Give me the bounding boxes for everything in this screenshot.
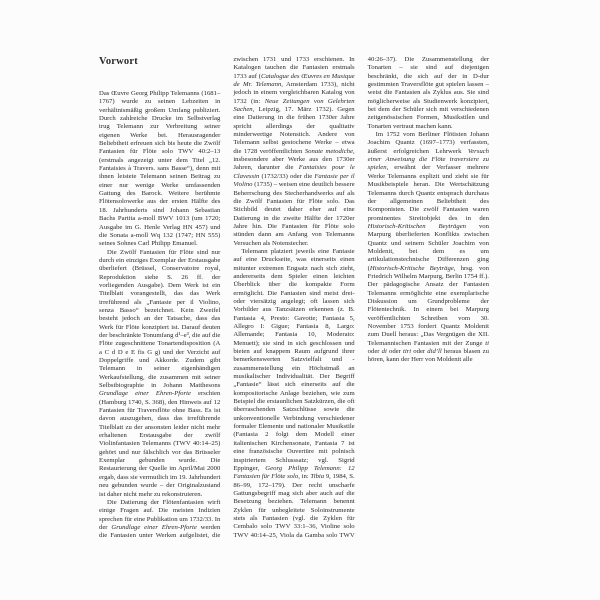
italic-title-run: ti bbox=[485, 339, 489, 347]
italic-title-run: Historisch-Kritischen Beyträgen bbox=[367, 222, 467, 230]
text-run: oder bbox=[386, 348, 403, 356]
text-run: , erwähnt der Verfasser mehrere Werke Telemanns explizit und zieht sie für Musikbeispiele heran. Die Wertschätzung Telemanns durch Quantz entsprach durchaus der allgemeinen Beliebtheit des Komponisten. Die zwölf Fantasien waren prominentes Streitobjekt des in den bbox=[367, 164, 489, 222]
italic-title-run: Georg Philipp Telemann: 12 Fantasien für Flöte solo bbox=[233, 464, 355, 481]
text-run: von Marpurg überlieferten Konflikts zwischen Quantz und seinem Schüler Joachim von Moldenit, bei dem es um artikulationstechnische Differenzen ging ( bbox=[367, 222, 489, 272]
italic-title-run: di bbox=[381, 348, 387, 356]
italic-title-run: Fantasie per il Violino bbox=[233, 172, 355, 189]
italic-title-run: Catalogue des Œuvres en Musique de Mr. Telemann bbox=[233, 72, 355, 89]
preface-text-columns bbox=[99, 56, 489, 545]
text-run: , hrsg. von Friedrich Wilhelm Marpurg, Berlin 1754 ff.). Der pädagogische Ansatz der Fantasien Telemanns ermöglichte eine exemplarische Diskussion um Grundprobleme der Flötentechnik. In einem bei Marpurg veröffentlichten Schreiben vom 30. November 1753 fordert Quantz Moldenit zum Duell heraus: „Das Vergnügen die XII. Telemannischen Fantasien mit der Zunge bbox=[367, 264, 489, 347]
text-run: 9, 1984, S. 86–99, 172–179). Der recht unscharfe Gattungsbegriff mag sich aber auch auf die Besetzung beziehen. Telemann benennt Zyklen für unbegleitete Soloinstrumente stets als Fantasien (vgl. die Zyklen für Cembalo solo TWV 33:1–36, Violine solo TWV 40:14–25, Viola da Gamba solo TWV 40:26–37). Die Zusammenstellung der Tonarten – sie sind auf diejenigen beschränkt, die sich auf der in D-dur gestimmten Traversflöte gut spielen lassen – weist die Fantasien als Zyklus aus. Sie sind möglicherweise als Studienwerk konzipiert, bei dem der Schüler sich mit verschiedenen zeitgenössischen Formen, Musikstilen und Tonarten vertraut machen kann. bbox=[233, 56, 489, 539]
text-run: (1732/33) oder die bbox=[259, 172, 315, 180]
italic-title-run: Versuch einer Anweisung die Flöte traversiere zu spielen bbox=[367, 147, 489, 172]
text-run: Telemann platziert jeweils eine Fantasie auf eine Druckseite, was einerseits einen mitunter extremen Engsatz nach sich zieht, andererseits dem Spieler einen leichten Überblick über die kompakte Form ermöglicht. Die Fantasien sind meist drei- oder viersätzig angelegt; oft lassen sich Vorbilder aus Tanzsätzen erkennen (z. B. Fantasia 4, Presto: Gavotte; Fantasia 5, Allegro I: Gigue; Fantasia 8, Largo: Allemande; Fantasia 10, Moderato: Menuett); sie sind in sich geschlossen und bieten auf knappem Raum aufgrund ihrer bemerkenswerten Satzvielfalt und -zusammenstellung ein Höchstmaß an musikalischer Individualität. Der Begriff „Fantasie“ lässt sich einerseits auf die kompositorische Anlage beziehen, wie zum Beispiel die erstaunlichen Satzkürzen, die oft überraschenden Satzschlüsse sowie die unkonventionelle Verbindung verschiedener formaler Elemente und nationaler Musikstile (Fantasia 2 folgt dem Modell einer italienischen Kirchensonate, Fantasia 7 ist eine französische Ouvertüre mit polnisch inspiriertem Schlusssatz; vgl. Sigrid Eppinger, bbox=[233, 247, 355, 472]
text-run: oder bbox=[367, 348, 382, 356]
italic-title-run: Fantaisies pour le Clavessin bbox=[233, 164, 355, 180]
text-run: Das Œuvre Georg Philipp Telemanns (1681–1767) wurde zu seinen Lebzeiten in verhältnismäßig großem Umfang publiziert. Durch zahlreiche Drucke im Selbstverlag trug Telemann zur Verbreitung seiner eigenen Werke bei. Herausragender Beliebtheit erfreuen sich bis heute die Zwölf Fantasien für Flöte solo TWV 40:2–13 (erstmals angezeigt unter dem Titel „12. Fantaisies à Travers. sans Basse“), denn mit ihnen leistete Telemann seinen Beitrag zu einer nur wenige Werke umfassenden Gattung des Barock. Weitere berühmte Flötensolowerke aus der ersten Hälfte des 18. Jahrhunderts sind Johann Sebastian Bachs Partita a-moll BWV 1013 (um 1720; Ausgabe im G. Henle Verlag HN 457) und die Sonata a-moll Wq 132 (1747; HN 555) seines Sohnes Carl Philipp Emanuel. bbox=[99, 90, 221, 248]
text-run: werden die Fantasien unter Werken aufgelistet, die zwischen 1731 und 1733 erschienen. In Katalogen tauchen die Fantasien erstmals 1733 auf ( bbox=[99, 56, 355, 540]
italic-title-run: Sonate metodiche bbox=[304, 147, 353, 155]
preface-paragraph bbox=[99, 90, 220, 249]
text-run: , Leipzig, 17. März 1732). Gegen eine Datierung in die frühen 1730er Jahre spricht allerdings der qualitativ minderwertige Notenstich. Andere von Telemann selbst gestochene Werke – etwa die 1728 veröffentlichten bbox=[233, 106, 355, 155]
text-run: oder bbox=[411, 348, 428, 356]
preface-heading: Vorwort bbox=[99, 56, 138, 67]
preface-paragraph bbox=[368, 131, 489, 365]
text-run: erschien (Hamburg 1740, S. 368), den Hinweis auf 12 Fantasien für Traversflöte ohne Bass. Es ist davon auszugehen, dass das irreführende Titelblatt zu der ansonsten leider nicht mehr erhaltenen Erstausgabe der zwölf Violinfantasien Telemanns (TWV 40:14–25) gehört und nur fälschlich vor das Brüsseler Exemplar gebunden wurde. Die Restaurierung der Quelle im April/Mai 2000 ergab, dass sie vermutlich im 19. Jahrhundert neu gebunden wurde – der Originalzustand ist daher nicht mehr zu rekonstruieren. bbox=[99, 390, 221, 498]
italic-title-run: Neue Zeitungen von Gelehrten Sachen bbox=[233, 97, 355, 114]
italic-title-run: Grundlage einer Ehren-Pforte bbox=[111, 523, 197, 531]
italic-title-run: Tibia bbox=[310, 473, 325, 481]
text-run: , Amsterdam 1733), nicht jedoch in einem vergleichbaren Katalog von 1732 (in: bbox=[233, 81, 355, 105]
italic-title-run: Grundlage einer Ehren-Pforte bbox=[99, 390, 191, 398]
text-run: Die Zwölf Fantasien für Flöte sind nur durch ein einziges Exemplar der Erstausgabe überliefert (Brüssel, Conservatoire royal, Reproduktion siehe S. 26 ff. der vorliegenden Ausgabe). Dem Werk ist ein Titelblatt vorangestellt, das das Werk irreführend als „Fantasie per il Violino, senza Basso“ bezeichnet. Kein Zweifel besteht jedoch an der Tatsache, dass das Werk für Flöte konzipiert ist. Darauf deuten der beschränkte Tonumfang d¹–e³, die auf die Flöte zugeschnittene Tonartendisposition (A a C d D e E fis G g) und der Verzicht auf Doppelgriffe und Akkorde. Zudem gibt Telemann in seiner eigenhändigen Werkaufstellung, die zusammen mit seiner Selbstbiographie in Johann Matthesons bbox=[99, 248, 221, 390]
italic-title-run: Historisch-Kritische Beyträge bbox=[369, 264, 454, 272]
text-run: Im 1752 vom Berliner Flötisten Johann Joachim Quantz (1697–1773) verfassten, äußerst erfolgreichen Lehrwerk bbox=[367, 131, 489, 155]
text-run: (1735) – weisen eine deutlich bessere Beherrschung des Stecherhandwerks auf als die Zwölf Fantasien für Flöte solo. Das Stichbild deutet daher eher auf eine Datierung in die zweite Hälfte der 1720er Jahre hin. Die Fantasien für Flöte solo stünden dann am Anfang von Telemanns Versuchen als Notenstecher. bbox=[233, 181, 355, 247]
italic-title-run: did’ll bbox=[427, 348, 442, 356]
italic-title-run: tiri bbox=[402, 348, 412, 356]
preface-paragraph bbox=[99, 249, 220, 499]
text-run: Die Datierung der Flötenfantasien wirft einige Fragen auf. Die meisten Indizien sprechen für eine Publikation um 1732/33. In der bbox=[99, 498, 221, 531]
text-run: , insbesondere aber Werke aus den 1730er Jahren, darunter die bbox=[233, 147, 355, 172]
text-run: , in: bbox=[298, 473, 311, 481]
text-run: heraus blasen zu hören, kann der Herr von Moldenit alle bbox=[367, 348, 489, 364]
